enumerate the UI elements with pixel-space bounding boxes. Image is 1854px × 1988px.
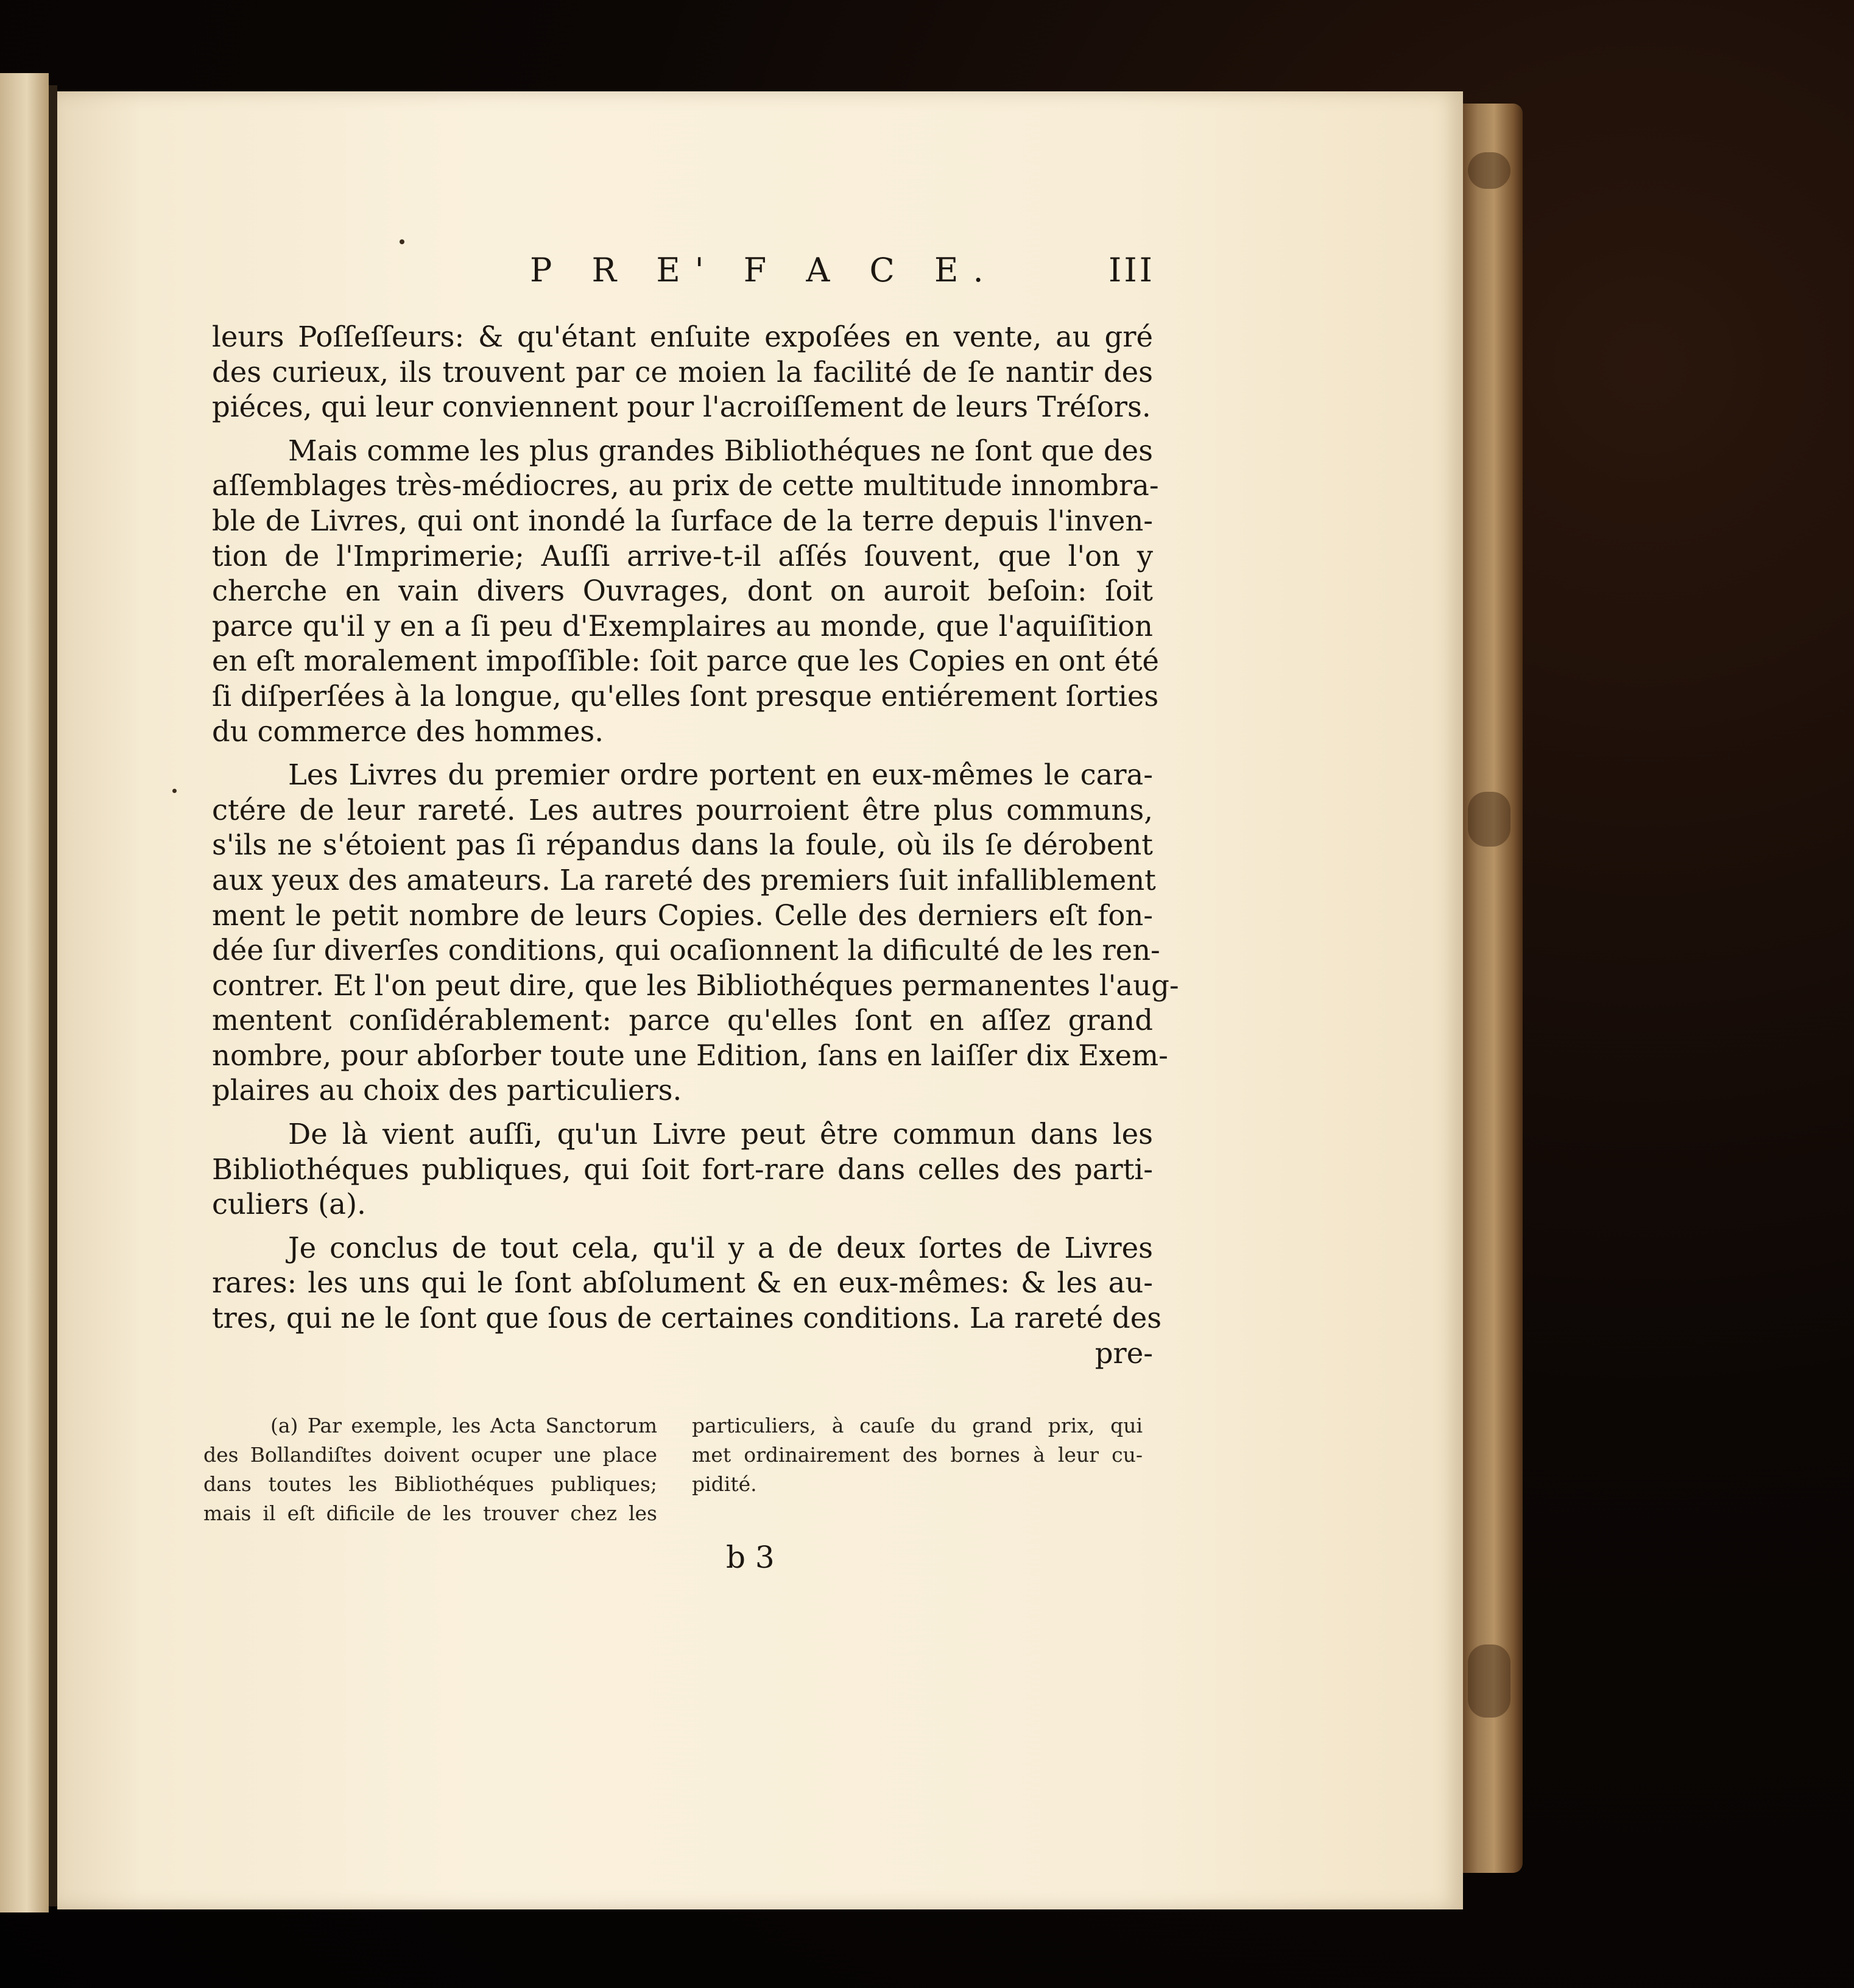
- footnote-line: mais il eſt dificile de les trouver chez les: [203, 1501, 657, 1525]
- text-line: De là vient auſſi, qu'un Livre peut être commun dans les: [288, 1118, 1153, 1151]
- text-line: tres, qui ne le ſont que ſous de certaines conditions. La rareté des: [212, 1302, 1162, 1335]
- text-line: leurs Poſſeſſeurs: & qu'étant enſuite expoſées en vente, au gré: [212, 320, 1153, 353]
- gutter-shadow: [49, 85, 57, 1906]
- book-cover-edge: [1459, 104, 1523, 1873]
- footnote-left-column: [203, 1411, 657, 1528]
- footnote-line: pidité.: [692, 1472, 757, 1496]
- text-line: aux yeux des amateurs. La rareté des premiers ſuit infalliblement: [212, 863, 1156, 897]
- text-line: ſi diſperſées à la longue, qu'elles ſont presque entiérement ſorties: [212, 679, 1159, 713]
- footnote-line: particuliers, à cauſe du grand prix, qui: [692, 1414, 1143, 1437]
- text-line: cherche en vain divers Ouvrages, dont on auroit beſoin: ſoit: [212, 574, 1153, 608]
- facing-page-edge: [0, 73, 49, 1912]
- ink-speck: [172, 789, 177, 793]
- text-line: culiers (a).: [212, 1188, 366, 1221]
- text-line: plaires au choix des particuliers.: [212, 1074, 682, 1107]
- text-line: dée ſur diverſes conditions, qui ocaſionnent la dificulté de les ren-: [212, 934, 1160, 967]
- footnote-line: des Bollandiſtes doivent ocuper une place: [203, 1443, 657, 1467]
- text-line: ctére de leur rareté. Les autres pourroient être plus communs,: [212, 793, 1153, 827]
- text-line: en eſt moralement impoſſible: ſoit parce que les Copies en ont été: [212, 644, 1159, 678]
- text-line: tion de l'Imprimerie; Auſſi arrive-t-il aſſés ſouvent, que l'on y: [212, 539, 1153, 573]
- catchword: pre-: [1094, 1336, 1153, 1370]
- footnote-line: dans toutes les Bibliothéques publiques;: [203, 1472, 657, 1496]
- running-head-title: P R E' F A C E.: [530, 251, 998, 289]
- page-number: III: [1109, 251, 1155, 289]
- text-line: nombre, pour abſorber toute une Edition, ſans en laiſſer dix Exem-: [212, 1038, 1168, 1072]
- text-line: du commerce des hommes.: [212, 714, 604, 748]
- text-line: parce qu'il y en a ſi peu d'Exemplaires au monde, que l'aquiſition: [212, 609, 1153, 643]
- text-line: ment le petit nombre de leurs Copies. Celle des derniers eſt fon-: [212, 898, 1153, 932]
- text-line: Bibliothéques publiques, qui ſoit fort-rare dans celles des parti-: [212, 1152, 1153, 1186]
- text-line: piéces, qui leur conviennent pour l'acroiſſement de leurs Tréſors.: [212, 390, 1151, 424]
- signature-mark: b 3: [726, 1540, 775, 1575]
- text-line: Mais comme les plus grandes Bibliothéques ne ſont que des: [288, 434, 1153, 467]
- text-line: mentent conſidérablement: parce qu'elles ſont en aſſez grand: [212, 1004, 1153, 1037]
- text-line: s'ils ne s'étoient pas ſi répandus dans la foule, où ils ſe dérobent: [212, 828, 1153, 862]
- ink-speck: [400, 239, 404, 244]
- text-line: contrer. Et l'on peut dire, que les Bibliothéques permanentes l'aug-: [212, 968, 1179, 1002]
- text-line: Je conclus de tout cela, qu'il y a de deux ſortes de Livres: [288, 1231, 1153, 1264]
- footnote-line: (a) Par exemple, les Acta Sanctorum: [270, 1414, 657, 1437]
- text-line: aſſemblages très-médiocres, au prix de cette multitude innombra-: [212, 469, 1159, 502]
- text-line: Les Livres du premier ordre portent en eux-mêmes le cara-: [288, 758, 1153, 792]
- cover-wear-mark: [1468, 152, 1510, 189]
- body-text: [212, 320, 1179, 1371]
- footnote-right-column: [692, 1411, 1143, 1499]
- footnote-line: met ordinairement des bornes à leur cu-: [692, 1443, 1143, 1467]
- cover-wear-mark: [1468, 792, 1510, 847]
- text-line: ble de Livres, qui ont inondé la ſurface de la terre depuis l'inven-: [212, 504, 1153, 537]
- text-line: rares: les uns qui le ſont abſolument & en eux-mêmes: & les au-: [212, 1266, 1153, 1300]
- text-line: des curieux, ils trouvent par ce moien la facilité de ſe nantir des: [212, 355, 1153, 389]
- cover-wear-mark: [1468, 1644, 1510, 1718]
